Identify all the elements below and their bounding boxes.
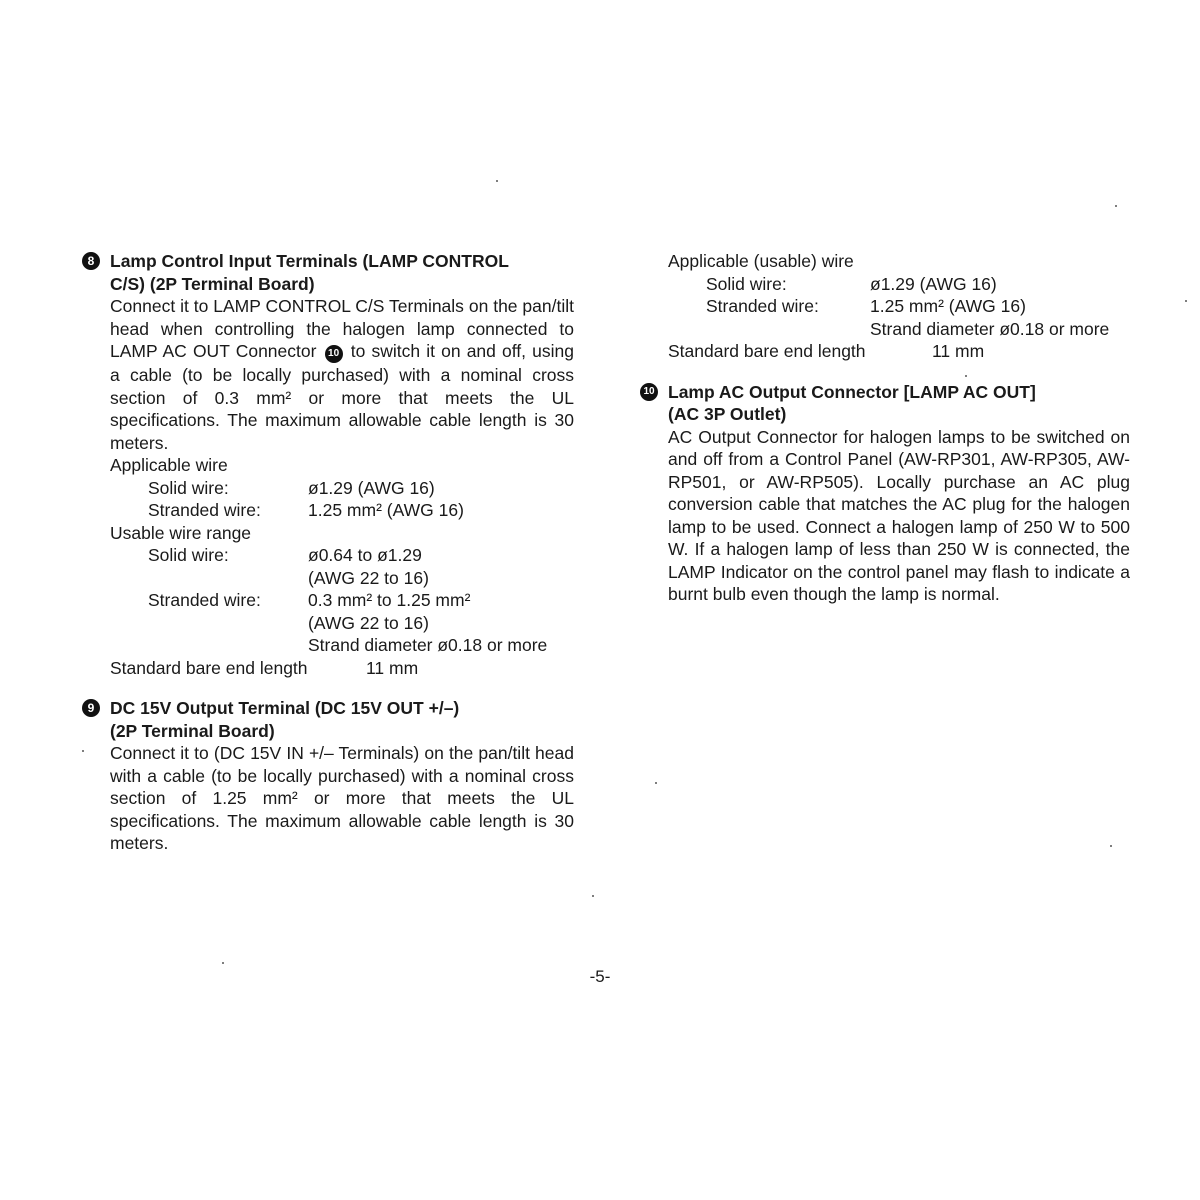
spec-value: 0.3 mm² to 1.25 mm² bbox=[308, 590, 471, 610]
bare-end-row bbox=[668, 340, 1130, 363]
heading-line-1: DC 15V Output Terminal (DC 15V OUT +/–) bbox=[110, 698, 460, 718]
page-number: -5- bbox=[589, 967, 611, 986]
bare-end-row bbox=[110, 657, 574, 680]
bare-end-value: 11 mm bbox=[932, 341, 985, 361]
section-lamp-control-input bbox=[82, 250, 574, 679]
spacer bbox=[640, 363, 1130, 381]
spec-value: (AWG 22 to 16) bbox=[308, 567, 429, 588]
description-paragraph bbox=[110, 295, 574, 454]
spec-value: ø1.29 (AWG 16) bbox=[870, 273, 997, 294]
description-paragraph: Connect it to (DC 15V IN +/– Terminals) on the pan/tilt head with a cable (to be locally purchased) with a nominal cross section of 1.25 mm² or more that meets the UL specifications. The maximum allowable cable length is 30 meters. bbox=[110, 743, 574, 853]
scan-speck bbox=[1110, 845, 1112, 847]
spec-value: 1.25 mm² (AWG 16) bbox=[870, 296, 1026, 316]
number-badge-icon: 9 bbox=[82, 699, 100, 717]
paragraph-text: to switch it on and off, using a cable (to be locally purchased) with a nominal cross section of 0.3 mm² or more that meets the UL specifications. The maximum allowable cable length is 30 meters. bbox=[110, 341, 574, 453]
scan-speck bbox=[222, 962, 224, 964]
section-body bbox=[82, 742, 574, 855]
scan-speck bbox=[1185, 300, 1187, 302]
spec-key: Solid wire: bbox=[148, 477, 229, 498]
heading-line-1: Lamp Control Input Terminals (LAMP CONTROL bbox=[110, 251, 509, 271]
number-badge-icon: 10 bbox=[325, 345, 343, 363]
applicable-wire-label: Applicable (usable) wire bbox=[668, 251, 854, 271]
heading-line-2: C/S) (2P Terminal Board) bbox=[110, 273, 315, 294]
section-heading bbox=[82, 250, 574, 295]
wire-spec-continued bbox=[640, 250, 1130, 363]
number-badge-icon: 8 bbox=[82, 252, 100, 270]
heading-line-2: (AC 3P Outlet) bbox=[668, 404, 787, 424]
scan-speck bbox=[592, 895, 594, 897]
right-column bbox=[640, 250, 1130, 606]
description-paragraph: AC Output Connector for halogen lamps to be switched on and off from a Control Panel (AW-RP301, AW-RP305, AW-RP501, or AW-RP505). Locally purchase an AC plug conversion cable that matches the AC plug for the halogen lamp to be used. Connect a halogen lamp of 250 W to 500 W. If a halogen lamp of less than 250 W is connected, the LAMP Indicator on the control panel may flash to indicate a burnt bulb even though the lamp is normal. bbox=[668, 426, 1130, 604]
spec-value: ø1.29 (AWG 16) bbox=[308, 477, 435, 498]
spec-key: Solid wire: bbox=[706, 273, 787, 294]
spec-row bbox=[110, 477, 574, 500]
left-column bbox=[82, 250, 574, 855]
spec-row bbox=[110, 589, 574, 612]
spec-row bbox=[668, 273, 1130, 296]
heading-line-1: Lamp AC Output Connector [LAMP AC OUT] bbox=[668, 381, 1036, 402]
spacer bbox=[82, 679, 574, 697]
section-heading bbox=[82, 697, 574, 742]
spec-value: 1.25 mm² (AWG 16) bbox=[308, 500, 464, 520]
bare-end-label: Standard bare end length bbox=[668, 341, 866, 361]
spec-key: Stranded wire: bbox=[706, 296, 819, 316]
spec-value: (AWG 22 to 16) bbox=[308, 612, 429, 633]
paragraph-text: Connect it to LAMP CONTROL C/S Terminals on the pan/tilt head when controlling the halogen lamp connected to LAMP AC OUT Connector bbox=[110, 296, 574, 361]
heading-line-2: (2P Terminal Board) bbox=[110, 720, 275, 741]
spec-row bbox=[668, 295, 1130, 318]
scan-speck bbox=[965, 375, 967, 377]
spec-value: Strand diameter ø0.18 or more bbox=[308, 635, 548, 655]
spec-key: Solid wire: bbox=[148, 545, 229, 565]
bare-end-label: Standard bare end length bbox=[110, 657, 308, 678]
bare-end-value: 11 mm bbox=[366, 657, 419, 678]
spec-key: Stranded wire: bbox=[148, 590, 261, 610]
scan-speck bbox=[496, 180, 498, 182]
section-heading bbox=[640, 381, 1130, 426]
spec-row bbox=[110, 499, 574, 522]
scan-speck bbox=[1115, 205, 1117, 207]
spec-value: ø0.64 to ø1.29 bbox=[308, 545, 422, 565]
spec-key: Stranded wire: bbox=[148, 500, 261, 520]
section-lamp-ac-output bbox=[640, 381, 1130, 606]
section-body bbox=[640, 426, 1130, 606]
applicable-wire-label: Applicable wire bbox=[110, 455, 228, 475]
usable-wire-label: Usable wire range bbox=[110, 522, 252, 543]
scan-speck bbox=[655, 782, 657, 784]
spec-value: Strand diameter ø0.18 or more bbox=[870, 318, 1110, 339]
number-badge-icon: 10 bbox=[640, 383, 658, 401]
section-dc-15v-output bbox=[82, 697, 574, 855]
spec-row bbox=[110, 544, 574, 567]
section-body bbox=[82, 295, 574, 679]
scan-speck bbox=[82, 750, 84, 752]
